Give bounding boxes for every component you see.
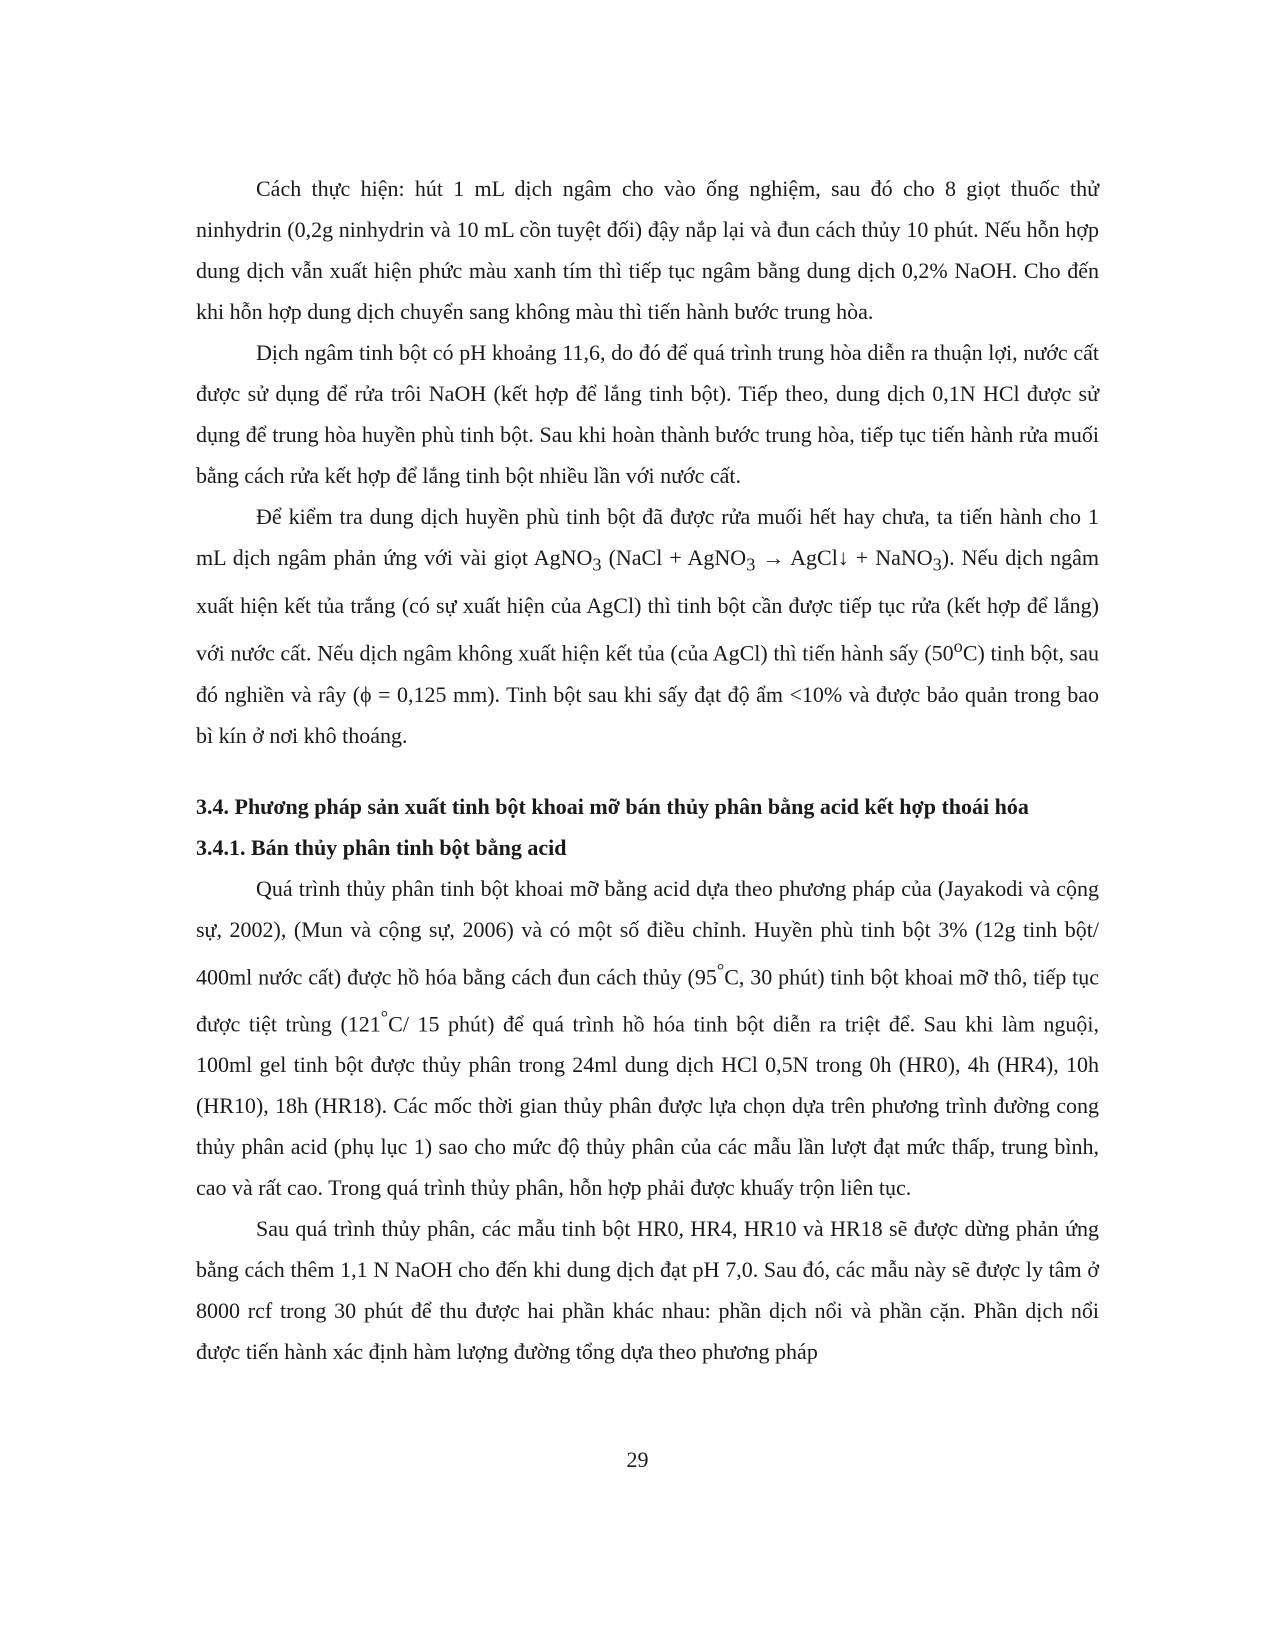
paragraph-post-hydrolysis: Sau quá trình thủy phân, các mẫu tinh bột HR0, HR4, HR10 và HR18 sẽ được dừng phản ứng bằng cách thêm 1,1 N NaOH cho đến khi dung dịch đạt pH 7,0. Sau đó, các mẫu này sẽ được ly tâm ở 8000 rcf trong 30 phút để thu được hai phần khác nhau: phần dịch nổi và phần cặn. Phần dịch nổi được tiến hành xác định hàm lượng đường tổng dựa theo phương pháp — [196, 1216, 1099, 1365]
paragraph-salt-check — [196, 496, 1099, 756]
paragraph-ninhydrin-test: Cách thực hiện: hút 1 mL dịch ngâm cho vào ống nghiệm, sau đó cho 8 giọt thuốc thử ninhydrin (0,2g ninhydrin và 10 mL cồn tuyệt đối) đậy nắp lại và đun cách thủy 10 phút. Nếu hỗn hợp dung dịch vẫn xuất hiện phức màu xanh tím thì tiếp tục ngâm bằng dung dịch 0,2% NaOH. Cho đến khi hỗn hợp dung dịch chuyển sang không màu thì tiến hành bước trung hòa. — [196, 176, 1099, 324]
paragraph-acid-hydrolysis — [196, 868, 1099, 1209]
para3-sup-1: o — [953, 636, 963, 657]
para4-sup-2: ° — [380, 1007, 389, 1028]
page-number: 29 — [626, 1447, 649, 1472]
para4-text-3: C/ 15 phút) để quá trình hồ hóa tinh bột diễn ra triệt để. Sau khi làm nguội, 100ml gel tinh bột được thủy phân trong 24ml dung dịch HCl 0,5N trong 0h (HR0), 4h (HR4), 10h (HR10), 18h (HR18). Các mốc thời gian thủy phân được lựa chọn dựa trên phương trình đường cong thủy phân acid (phụ lục 1) sao cho mức độ thủy phân của các mẫu lần lượt đạt mức thấp, trung bình, cao và rất cao. Trong quá trình thủy phân, hỗn hợp phải được khuấy trộn liên tục. — [196, 1011, 1099, 1201]
para4-text-1: Quá trình thủy phân tinh bột khoai mỡ bằng acid dựa theo phương pháp của (Jayakodi và cộng sự, 2002), (Mun và cộng sự, 2006) và có một số điều chỉnh. Huyền phù tinh bột 3% (12g tinh bột/ 400ml nước cất) được hồ hóa bằng cách đun cách thủy (95 — [196, 875, 1099, 990]
para3-text-2: (NaCl + AgNO — [601, 545, 747, 570]
para3-text-4: ). Nếu dịch ngâm xuất hiện kết tủa trắng (có sự xuất hiện của AgCl) thì tinh bột cần được tiếp tục rửa (kết hợp để lắng) với nước cất. Nếu dịch ngâm không xuất hiện kết tủa (của AgCl) thì tiến hành sấy (50 — [196, 545, 1100, 666]
paragraph-neutralization: Dịch ngâm tinh bột có pH khoảng 11,6, do đó để quá trình trung hòa diễn ra thuận lợi, nước cất được sử dụng để rửa trôi NaOH (kết hợp để lắng tinh bột). Tiếp theo, dung dịch 0,1N HCl được sử dụng để trung hòa huyền phù tinh bột. Sau khi hoàn thành bước trung hòa, tiếp tục tiến hành rửa muối bằng cách rửa kết hợp để lắng tinh bột nhiều lần với nước cất. — [196, 340, 1099, 488]
para3-sub-2: 3 — [746, 554, 756, 575]
para3-text-5: C) tinh bột, sau đó nghiền và rây (ϕ = 0,125 mm). Tinh bột sau khi sấy đạt độ ẩm <10% và được bảo quản trong bao bì kín ở nơi khô thoáng. — [196, 640, 1099, 748]
para4-text-2: C, 30 phút) tinh bột khoai mỡ thô, tiếp tục được tiệt trùng (121 — [196, 964, 1099, 1037]
section-heading-3-4-1: 3.4.1. Bán thủy phân tinh bột bằng acid — [196, 834, 567, 860]
para4-sup-1: ° — [716, 959, 725, 980]
section-heading-3-4: 3.4. Phương pháp sản xuất tinh bột khoai mỡ bán thủy phân bằng acid kết hợp thoái hóa — [196, 793, 1029, 819]
para3-text-1: Để kiểm tra dung dịch huyền phù tinh bột đã được rửa muối hết hay chưa, ta tiến hành cho 1 mL dịch ngâm phản ứng với vài giọt AgNO — [196, 504, 1099, 570]
para3-text-3: → AgCl↓ + NaNO — [755, 545, 933, 570]
para3-sub-3: 3 — [932, 554, 942, 575]
para3-sub-1: 3 — [592, 554, 602, 575]
document-body — [196, 168, 1099, 1372]
